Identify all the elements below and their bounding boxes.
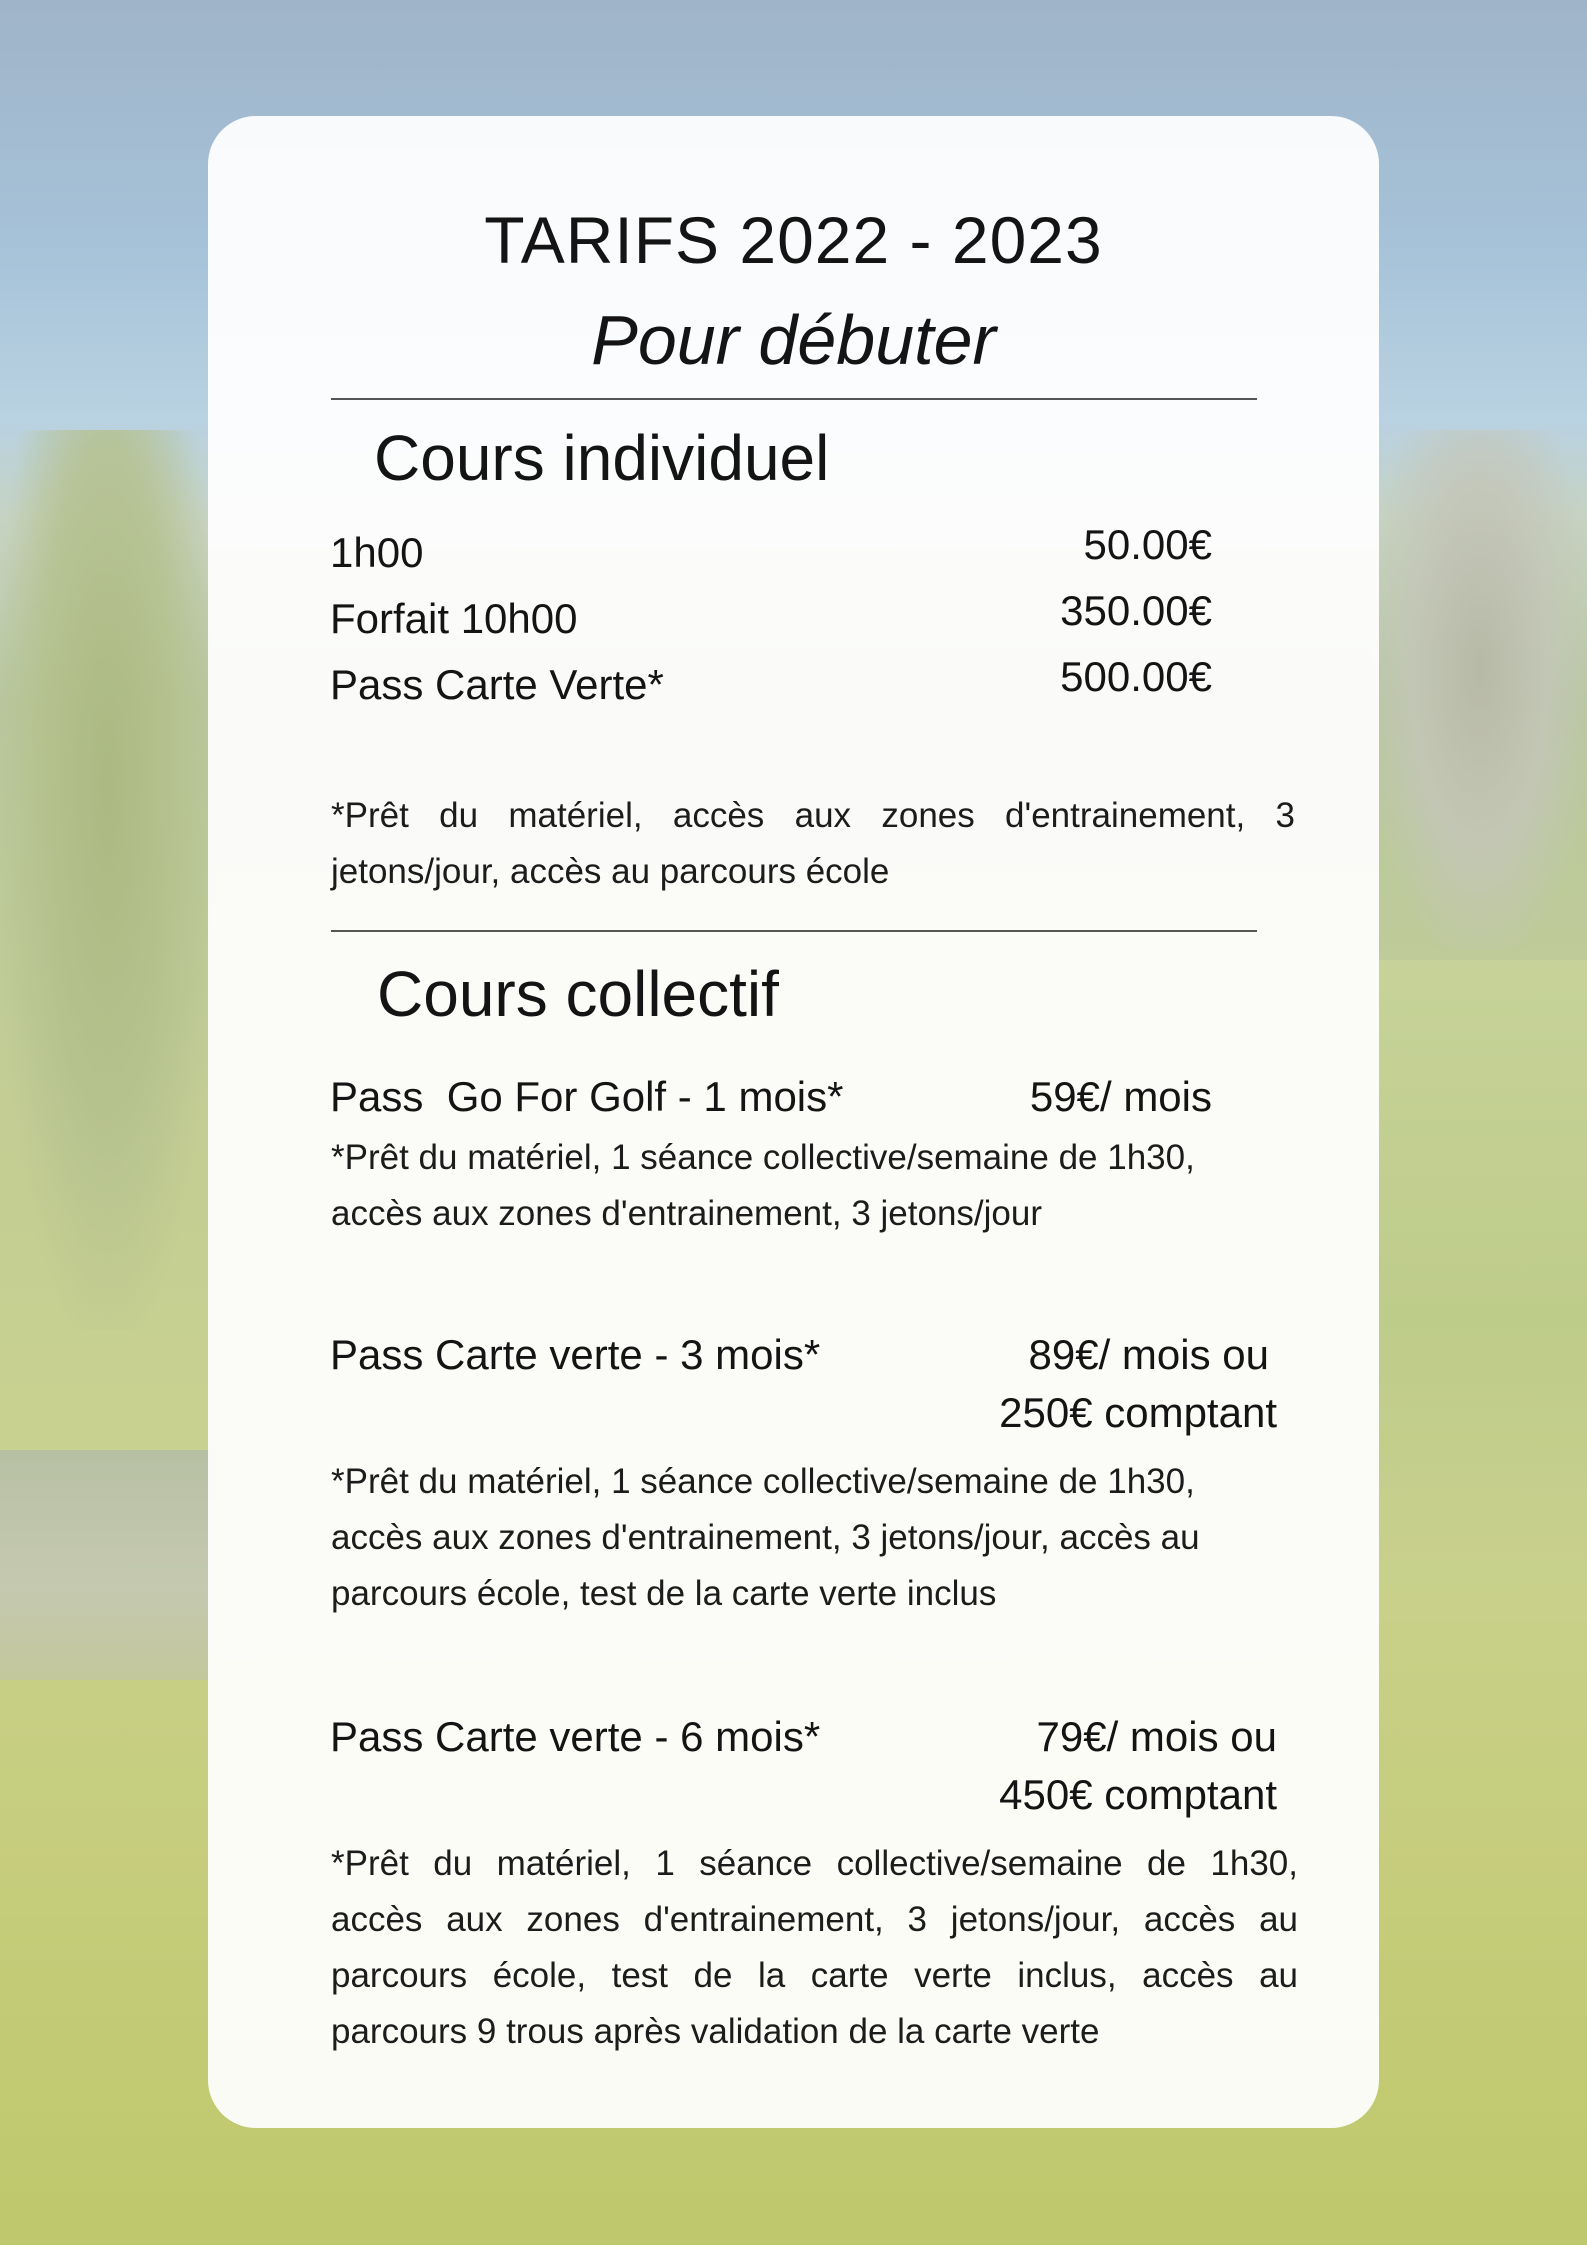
footnote-line: accès aux zones d'entrainement, 3 jetons/jour [331, 1194, 1042, 1233]
price-row-value: 350.00€ [1060, 587, 1212, 634]
pass-price: 89€/ mois ou [1028, 1331, 1269, 1378]
willow-trees [0, 430, 215, 1330]
pond [0, 1450, 215, 1680]
pass-title: Pass Go For Golf - 1 mois* [330, 1073, 844, 1120]
price-row-value: 50.00€ [1083, 521, 1212, 568]
price-row-label: Pass Carte Verte* [330, 661, 664, 708]
price-row-value: 500.00€ [1060, 653, 1212, 700]
footnote-line: *Prêt du matériel, accès aux zones d'entrainement, 3 [331, 796, 1295, 835]
footnote-line: parcours 9 trous après validation de la carte verte [331, 2012, 1100, 2051]
pass-title: Pass Carte verte - 3 mois* [330, 1331, 821, 1378]
footnote-line: parcours école, test de la carte verte inclus, accès au [331, 1956, 1298, 1995]
price-row-label: 1h00 [330, 529, 424, 576]
pass-price: 59€/ mois [1029, 1073, 1212, 1120]
section-title-individual: Cours individuel [374, 422, 830, 494]
divider [331, 930, 1257, 932]
footnote [331, 788, 1295, 900]
pass-price-alt: 450€ comptant [999, 1771, 1277, 1818]
footnote [331, 1130, 1261, 1242]
bare-trees [1372, 430, 1587, 950]
pass-title: Pass Carte verte - 6 mois* [330, 1713, 821, 1760]
footnote [331, 1836, 1298, 2060]
divider [331, 398, 1257, 400]
footnote-line: *Prêt du matériel, 1 séance collective/semaine de 1h30, [331, 1844, 1298, 1883]
footnote [331, 1454, 1281, 1622]
fairway [1372, 960, 1587, 1560]
footnote-line: accès aux zones d'entrainement, 3 jetons/jour, accès au [331, 1900, 1298, 1939]
footnote-line: *Prêt du matériel, 1 séance collective/semaine de 1h30, [331, 1462, 1195, 1501]
pass-price: 79€/ mois ou [1036, 1713, 1277, 1760]
footnote-line: accès aux zones d'entrainement, 3 jetons/jour, accès au [331, 1518, 1200, 1557]
page-title: TARIFS 2022 - 2023 [484, 203, 1103, 277]
section-title-collective: Cours collectif [377, 958, 779, 1030]
price-row-label: Forfait 10h00 [330, 595, 578, 642]
footnote-line: jetons/jour, accès au parcours école [331, 852, 890, 891]
footnote-line: parcours école, test de la carte verte inclus [331, 1574, 997, 1613]
pass-price-alt: 250€ comptant [999, 1389, 1277, 1436]
page-subtitle: Pour débuter [591, 301, 996, 379]
footnote-line: *Prêt du matériel, 1 séance collective/semaine de 1h30, [331, 1138, 1195, 1177]
